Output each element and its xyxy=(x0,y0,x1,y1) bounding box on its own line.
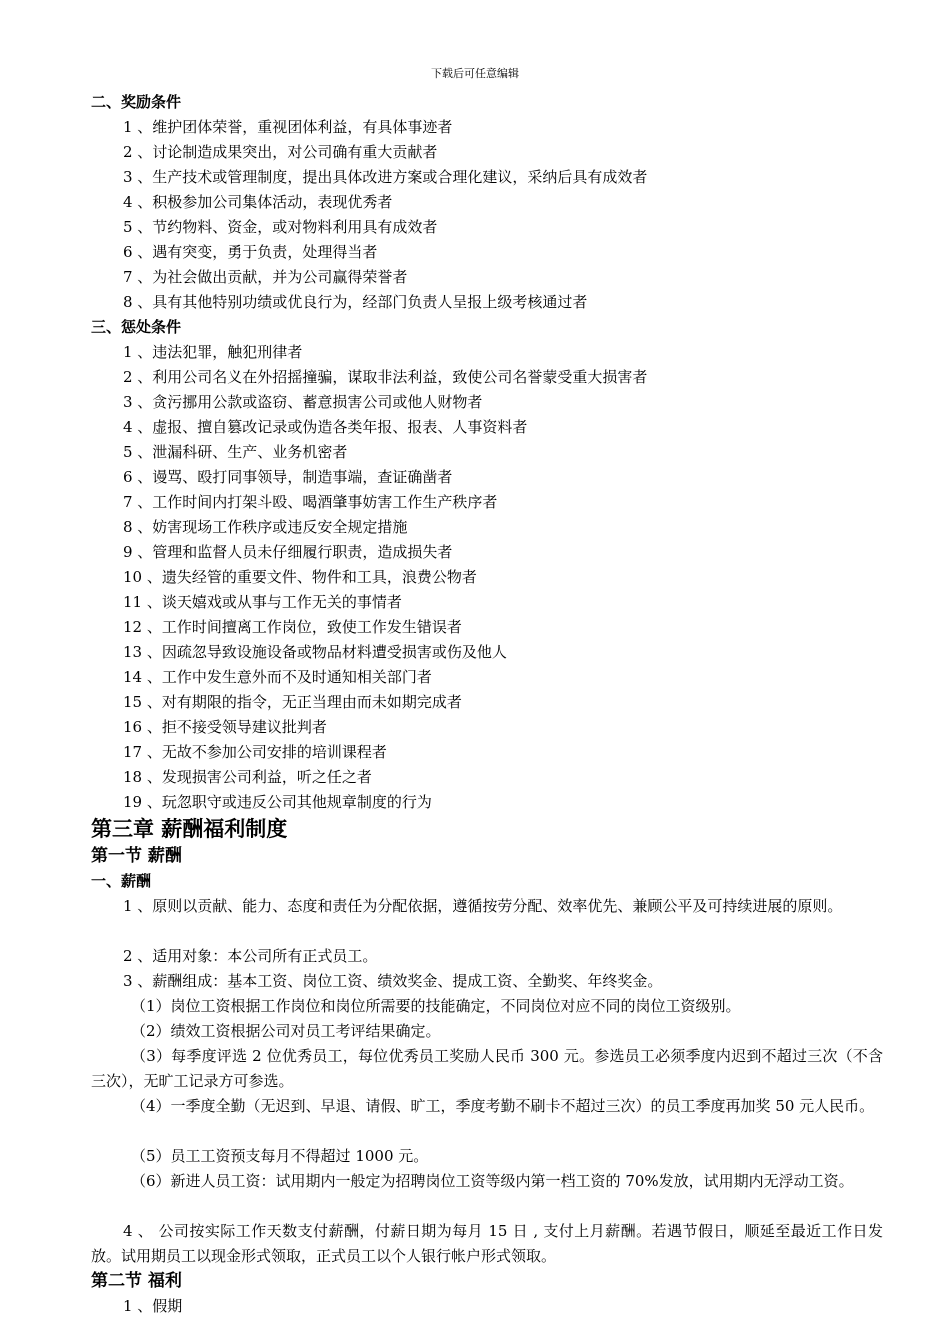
document-body xyxy=(91,90,883,1319)
punish-item: 15 、对有期限的指令，无正当理由而未如期完成者 xyxy=(123,693,462,711)
punish-item: 2 、利用公司名义在外招摇撞骗，谋取非法利益，致使公司名誉蒙受重大损害者 xyxy=(123,368,648,386)
page-header: 下载后可任意编辑 xyxy=(431,67,519,80)
punish-item: 1 、违法犯罪，触犯刑律者 xyxy=(123,343,303,361)
salary-subitem: （5）员工工资预支每月不得超过 1000 元。 xyxy=(131,1147,429,1165)
salary-paragraph: 1 、原则以贡献、能力、态度和责任为分配依据，遵循按劳分配、效率优先、兼顾公平及可持续进展的原则。 xyxy=(123,897,843,915)
punish-item: 19 、玩忽职守或违反公司其他规章制度的行为 xyxy=(123,793,432,811)
reward-item: 6 、遇有突变，勇于负责，处理得当者 xyxy=(123,243,378,261)
punish-item: 5 、泄漏科研、生产、业务机密者 xyxy=(123,443,348,461)
salary-subitem: （2）绩效工资根据公司对员工考评结果确定。 xyxy=(131,1022,441,1040)
salary-subitem: （1）岗位工资根据工作岗位和岗位所需要的技能确定，不同岗位对应不同的岗位工资级别。 xyxy=(131,997,741,1015)
punish-item: 14 、工作中发生意外而不及时通知相关部门者 xyxy=(123,668,432,686)
punish-item: 3 、贪污挪用公款或盗窃、蓄意损害公司或他人财物者 xyxy=(123,393,483,411)
punish-item: 13 、因疏忽导致设施设备或物品材料遭受损害或伤及他人 xyxy=(123,643,507,661)
punish-item: 17 、无故不参加公司安排的培训课程者 xyxy=(123,743,387,761)
punish-item: 4 、虚报、擅自篡改记录或伪造各类年报、报表、人事资料者 xyxy=(123,418,528,436)
salary-paragraph: 4 、 公司按实际工作天数支付薪酬，付薪日期为每月 15 日 , 支付上月薪酬。若遇节假日，顺延至最近工作日发放。试用期员工以现金形式领取，正式员工以个人银行帐户形式领取。 xyxy=(91,1222,883,1265)
punish-item: 11 、谈天嬉戏或从事与工作无关的事情者 xyxy=(123,593,402,611)
punish-item: 16 、拒不接受领导建议批判者 xyxy=(123,718,327,736)
punish-item: 9 、管理和监督人员未仔细履行职责，造成损失者 xyxy=(123,543,453,561)
punish-item: 7 、工作时间内打架斗殴、喝酒肇事妨害工作生产秩序者 xyxy=(123,493,498,511)
reward-item: 8 、具有其他特别功绩或优良行为，经部门负责人呈报上级考核通过者 xyxy=(123,293,588,311)
reward-item: 2 、讨论制造成果突出，对公司确有重大贡献者 xyxy=(123,143,438,161)
salary-subitem: （3）每季度评选 2 位优秀员工，每位优秀员工奖励人民币 300 元。参选员工必须季度内迟到不超过三次（不含三次），无旷工记录方可参选。 xyxy=(91,1047,883,1090)
salary-paragraph: 3 、薪酬组成：基本工资、岗位工资、绩效奖金、提成工资、全勤奖、年终奖金。 xyxy=(123,972,663,990)
salary-subitem: （4）一季度全勤（无迟到、早退、请假、旷工，季度考勤不刷卡不超过三次）的员工季度再加奖 50 元人民币。 xyxy=(131,1097,875,1115)
reward-heading: 二、奖励条件 xyxy=(91,93,182,111)
reward-item: 1 、维护团体荣誉，重视团体利益，有具体事迹者 xyxy=(123,118,453,136)
reward-item: 3 、生产技术或管理制度，提出具体改进方案或合理化建议，采纳后具有成效者 xyxy=(123,168,648,186)
salary-heading: 一、薪酬 xyxy=(91,872,152,890)
section-title-salary: 第一节 薪酬 xyxy=(91,846,182,866)
reward-item: 7 、为社会做出贡献，并为公司赢得荣誉者 xyxy=(123,268,408,286)
section-title-welfare: 第二节 福利 xyxy=(91,1271,182,1291)
reward-item: 4 、积极参加公司集体活动，表现优秀者 xyxy=(123,193,393,211)
punish-item: 8 、妨害现场工作秩序或违反安全规定措施 xyxy=(123,518,408,536)
salary-subitem: （6）新进人员工资：试用期内一般定为招聘岗位工资等级内第一档工资的 70%发放，试用期内无浮动工资。 xyxy=(131,1172,854,1190)
punish-item: 6 、谩骂、殴打同事领导，制造事端，查证确凿者 xyxy=(123,468,453,486)
chapter-title: 第三章 薪酬福利制度 xyxy=(91,817,288,841)
punish-item: 10 、遗失经管的重要文件、物件和工具，浪费公物者 xyxy=(123,568,477,586)
punish-item: 12 、工作时间擅离工作岗位，致使工作发生错误者 xyxy=(123,618,462,636)
welfare-item: 1 、假期 xyxy=(123,1297,183,1315)
punish-item: 18 、发现损害公司利益，听之任之者 xyxy=(123,768,372,786)
reward-item: 5 、节约物料、资金，或对物料利用具有成效者 xyxy=(123,218,438,236)
punish-heading: 三、惩处条件 xyxy=(91,318,182,336)
salary-paragraph: 2 、适用对象：本公司所有正式员工。 xyxy=(123,947,378,965)
